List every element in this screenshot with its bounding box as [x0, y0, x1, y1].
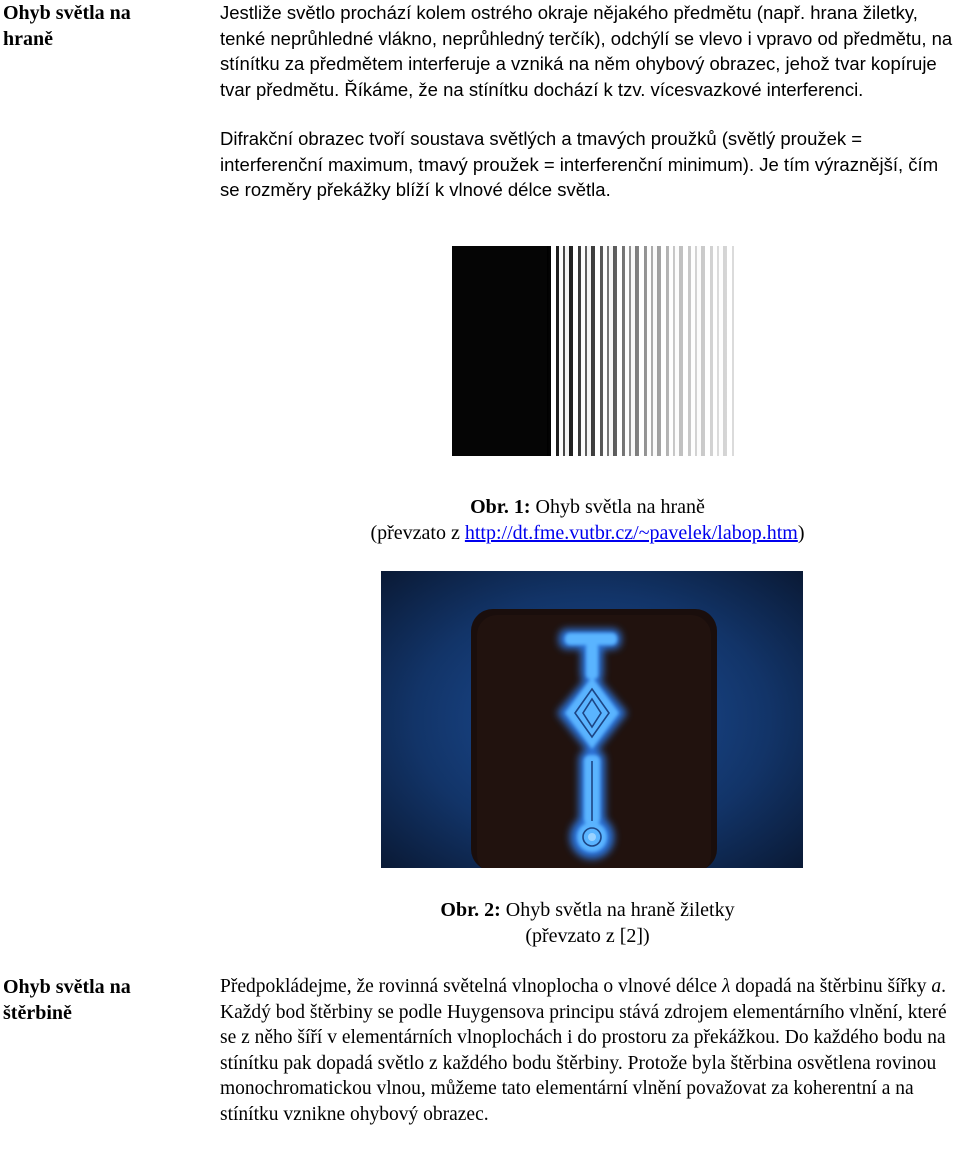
- edge-paragraph-2: Difrakční obrazec tvoří soustava světlých a tmavých proužků (světlý proužek = interferenční maximum, tmavý proužek = interferenční minimum). Je tím výraznější, čím se rozměry překážky blíží k vlnové délce světla.: [220, 128, 939, 200]
- figure2-source: (převzato z [2]): [525, 925, 650, 947]
- figure1-source-suffix: ): [797, 522, 805, 544]
- section-heading-edge-line1: Ohyb světla na: [3, 2, 131, 24]
- figure1-label: Obr. 1:: [470, 496, 531, 518]
- figure1-source-line: [220, 520, 955, 546]
- lambda-symbol: λ: [721, 976, 731, 997]
- figure1-caption: [220, 494, 955, 546]
- figure1-source-link[interactable]: http://dt.fme.vutbr.cz/~pavelek/labop.htm: [464, 522, 798, 544]
- figure2-label: Obr. 2:: [440, 899, 501, 921]
- slit-text-c: . Každý bod štěrbiny se podle Huygensova principu stává zdrojem elementárního vlnění, které se z něho šíří v elementárních vlnoplochách i do prostoru za překážkou. Do každého bodu na stínítku pak dopadá světlo z každého bodu štěrbiny. Protože byla štěrbina osvětlena rovinou monochromatickou vlnou, můžeme tato elementární vlnění považovat za koherentní a na stínítku vznikne ohybový obrazec.: [220, 976, 947, 1125]
- section-body-slit: [220, 974, 955, 1127]
- section-heading-edge-line2: hraně: [3, 28, 53, 50]
- figure-edge-shadow: [452, 246, 547, 456]
- figure-razor-diffraction: [381, 571, 803, 868]
- figure2-caption: [220, 897, 955, 949]
- figure-razor-svg: [381, 571, 803, 868]
- section-heading-edge: [3, 0, 193, 52]
- figure1-source-prefix: (převzato z: [370, 522, 465, 544]
- figure2-title: Ohyb světla na hraně žiletky: [505, 899, 735, 921]
- section-heading-slit: [3, 974, 193, 1026]
- figure1-title: Ohyb světla na hraně: [535, 496, 705, 518]
- figure-edge-diffraction: [452, 246, 734, 456]
- slit-text-b: dopadá na štěrbinu šířky: [730, 976, 932, 997]
- edge-paragraph-1: Jestliže světlo prochází kolem ostrého okraje nějakého předmětu (např. hrana žiletky, tenké neprůhledné vlákno, neprůhledný terčík), odchýlí se vlevo i vpravo od předmětu, na stínítku za předmětem interferuje a vzniká na něm ohybový obrazec, jehož tvar kopíruje tvar předmětu. Říkáme, že na stínítku dochází k tzv. vícesvazkové interferenci.: [220, 2, 953, 100]
- slit-width-variable: a: [931, 976, 942, 997]
- figure1-caption-title-line: [220, 494, 955, 520]
- figure2-caption-title-line: [220, 897, 955, 923]
- section-heading-slit-line1: Ohyb světla na: [3, 976, 131, 998]
- slit-paragraph: [220, 974, 955, 1127]
- section-body-edge: [220, 0, 955, 203]
- figure-edge-fringes: [547, 246, 734, 456]
- section-heading-slit-line2: štěrbině: [3, 1002, 72, 1024]
- slit-text-a: Předpokládejme, že rovinná světelná vlnoplocha o vlnové délce: [220, 976, 722, 997]
